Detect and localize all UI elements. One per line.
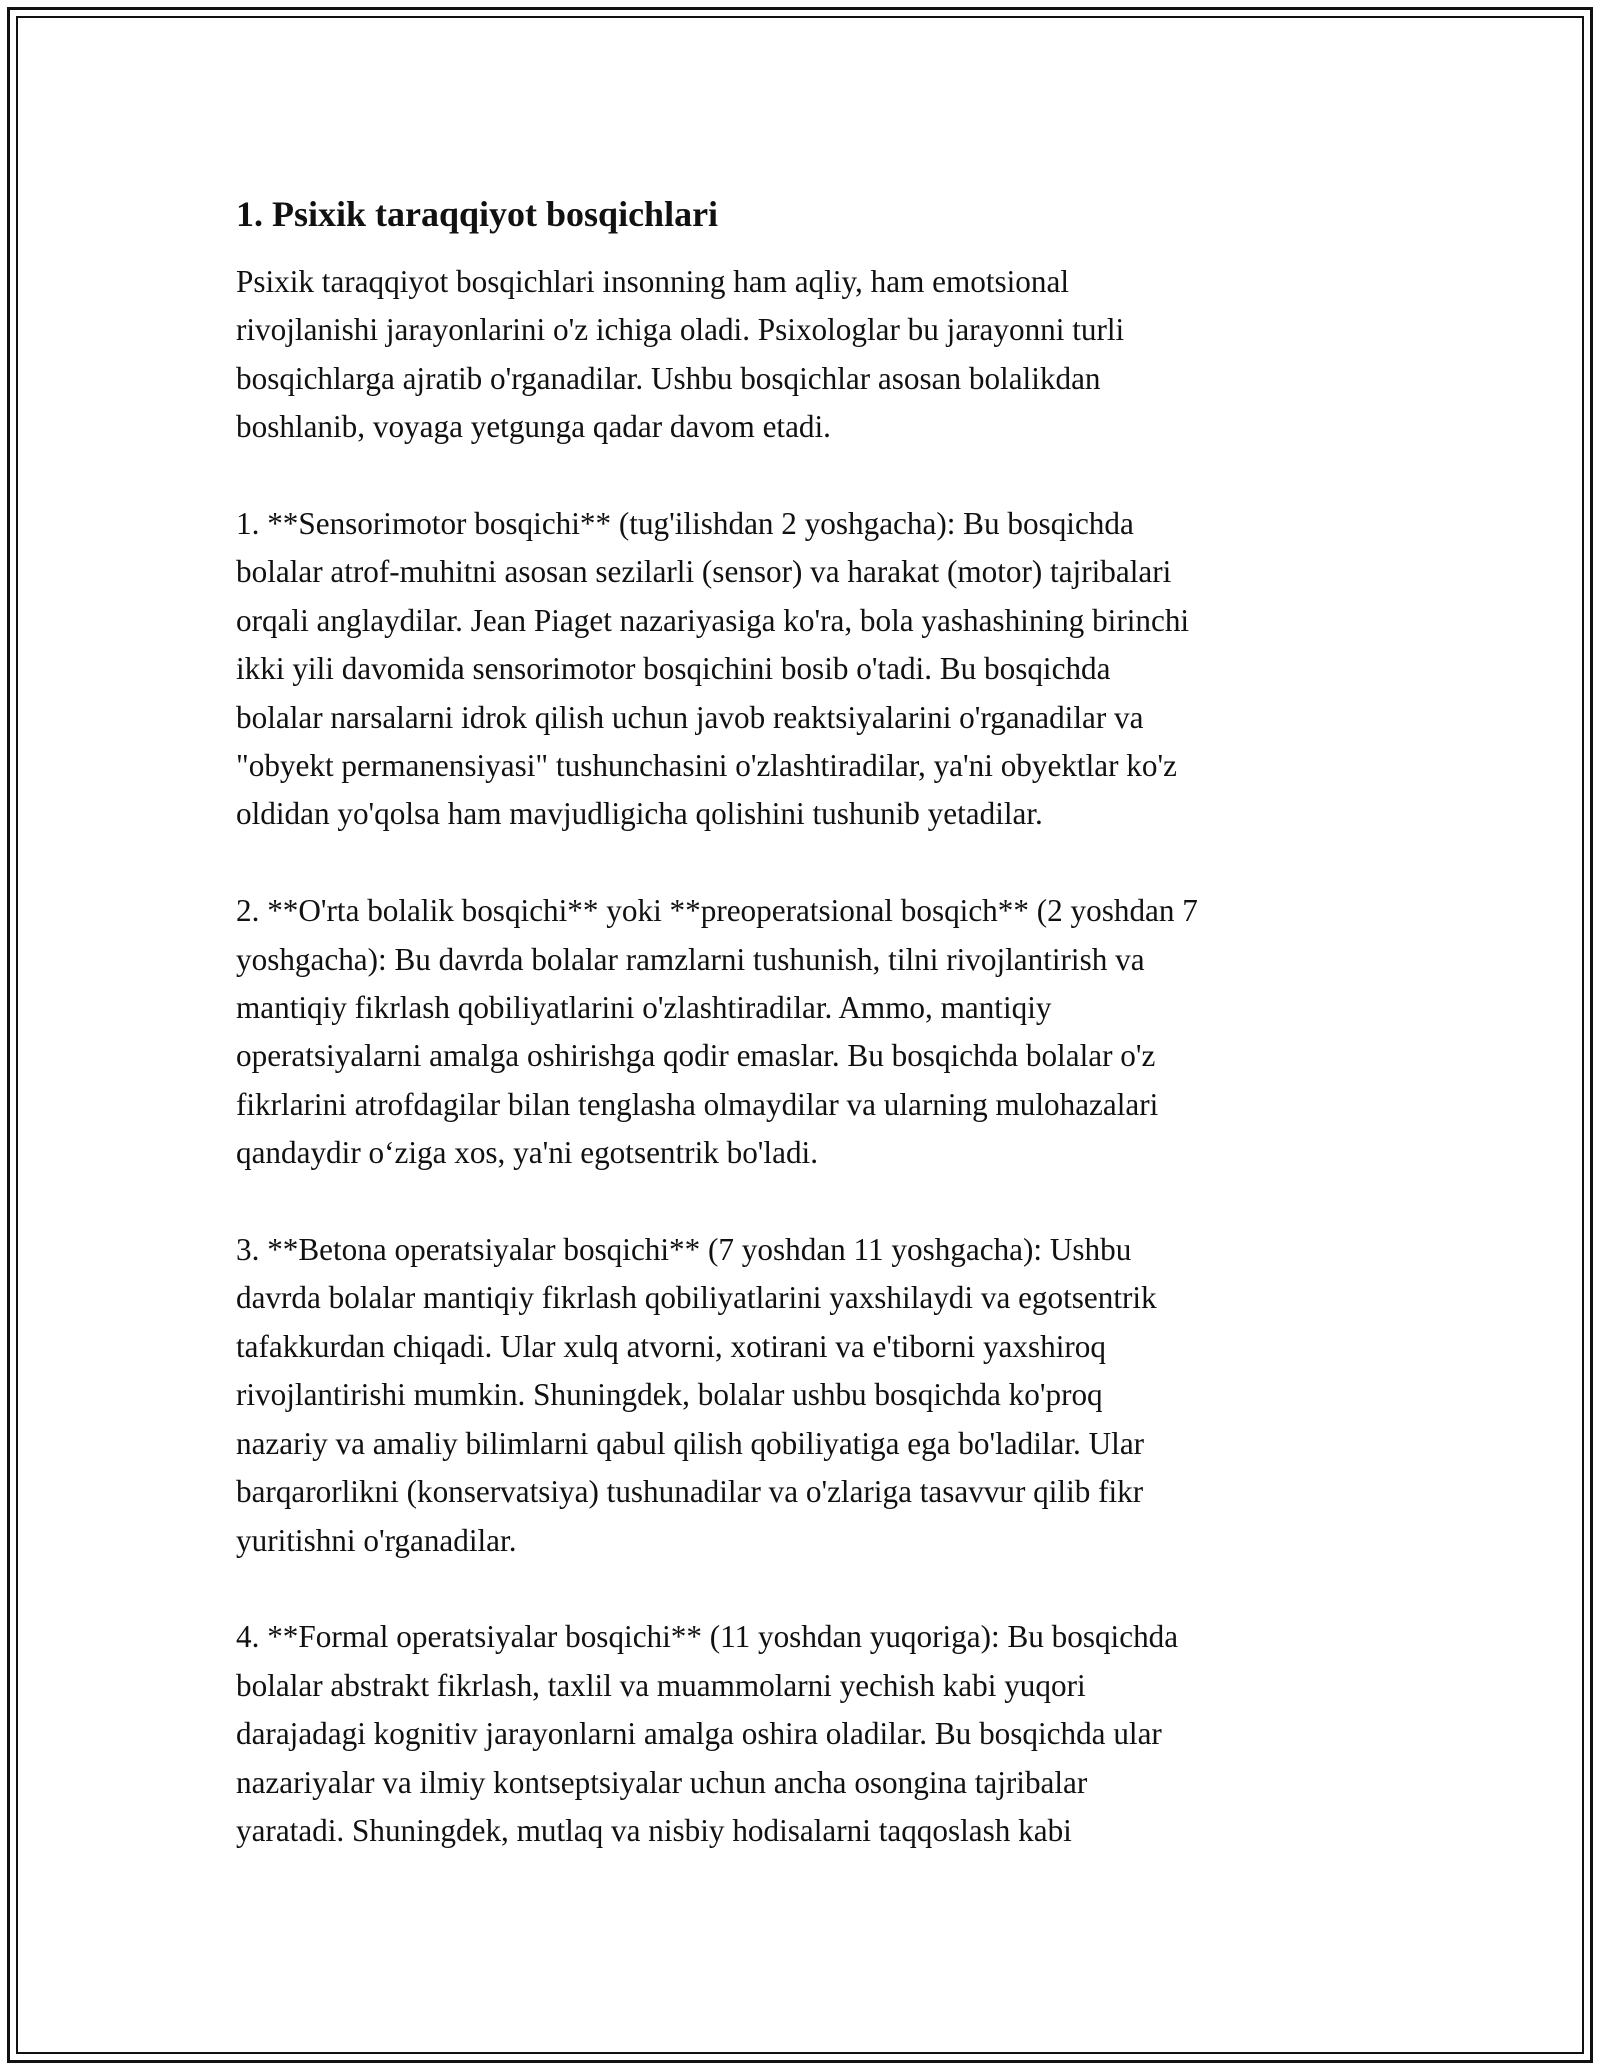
intro-paragraph: Psixik taraqqiyot bosqichlari insonning ham aqliy, ham emotsional rivojlanishi jarayonlarini o'z ichiga oladi. Psixologlar bu jarayonni turli bosqichlarga ajratib o'rganadilar. Ushbu bosqichlar asosan bolalikdan boshlanib, voyaga yetgunga qadar davom etadi. [236,264,1125,445]
document-body [236,188,1376,1904]
stage-preoperational-paragraph: 2. **O'rta bolalik bosqichi** yoki **preoperatsional bosqich** (2 yoshdan 7 yoshgacha): Bu davrda bolalar ramzlarni tushunish, tilni rivojlantirish va mantiqiy fikrlash qobiliyatlarini o'zlashtiradilar. Ammo, mantiqiy operatsiyalarni amalga oshirishga qodir emaslar. Bu bosqichda bolalar o'z fikrlarini atrofdagilar bilan tenglasha olmaydilar va ularning mulohazalari qandaydir o‘ziga xos, ya'ni egotsentrik bo'ladi. [236,893,1198,1171]
section-heading: 1. Psixik taraqqiyot bosqichlari [236,194,719,234]
stage-sensorimotor-paragraph: 1. **Sensorimotor bosqichi** (tug'ilishdan 2 yoshgacha): Bu bosqichda bolalar atrof-muhitni asosan sezilarli (sensor) va harakat (motor) tajribalari orqali anglaydilar. Jean Piaget nazariyasiga ko'ra, bola yashashining birinchi ikki yili davomida sensorimotor bosqichini bosib o'tadi. Bu bosqichda bolalar narsalarni idrok qilish uchun javob reaktsiyalarini o'rganadilar va "obyekt permanensiyasi" tushunchasini o'zlashtiradilar, ya'ni obyektlar ko'z oldidan yo'qolsa ham mavjudligicha qolishini tushunib yetadilar. [236,506,1190,832]
stage-formal-operations-paragraph: 4. **Formal operatsiyalar bosqichi** (11 yoshdan yuqoriga): Bu bosqichda bolalar abstrakt fikrlash, taxlil va muammolarni yechish kabi yuqori darajadagi kognitiv jarayonlarni amalga oshira oladilar. Bu bosqichda ular nazariyalar va ilmiy kontseptsiyalar uchun ancha osongina tajribalar yaratadi. Shuningdek, mutlaq va nisbiy hodisalarni taqqoslash kabi [236,1619,1179,1848]
stage-concrete-operations-paragraph: 3. **Betona operatsiyalar bosqichi** (7 yoshdan 11 yoshgacha): Ushbu davrda bolalar mantiqiy fikrlash qobiliyatlarini yaxshilaydi va egotsentrik tafakkurdan chiqadi. Ular xulq atvorni, xotirani va e'tiborni yaxshiroq rivojlantirishi mumkin. Shuningdek, bolalar ushbu bosqichda ko'proq nazariy va amaliy bilimlarni qabul qilish qobiliyatiga ega bo'ladilar. Ular barqarorlikni (konservatsiya) tushunadilar va o'zlariga tasavvur qilib fikr yuritishni o'rganadilar. [236,1232,1157,1558]
